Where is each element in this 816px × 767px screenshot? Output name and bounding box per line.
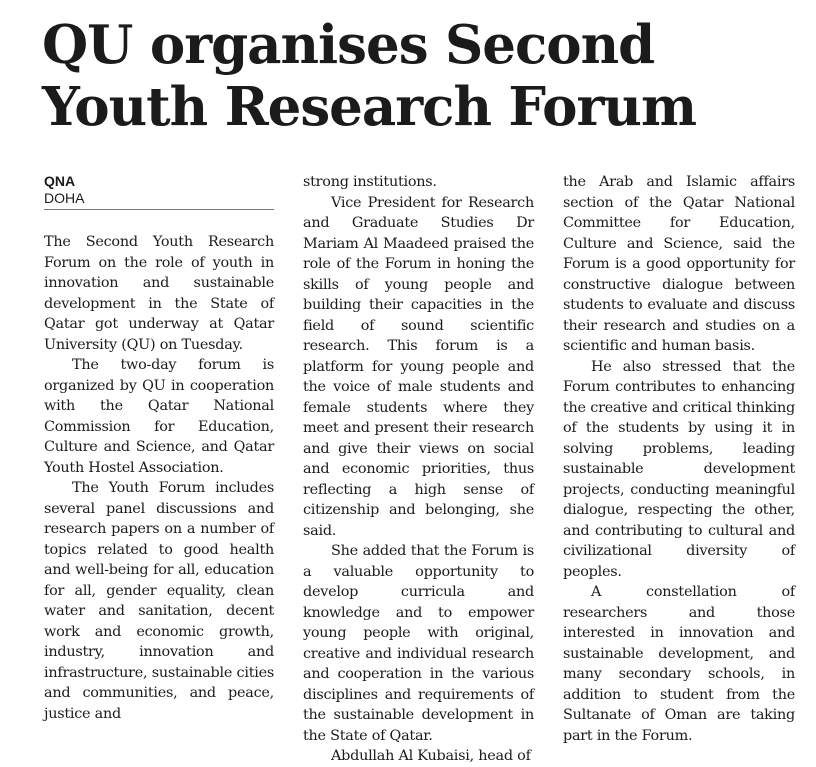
- article-column-2: [303, 172, 534, 767]
- byline-agency: QNA: [44, 173, 76, 189]
- headline-line-2: Youth Research Forum: [42, 76, 697, 138]
- paragraph: A constellation of researchers and those interested in innovation and sustainable development, and many secondary schools, in addition to student from the Sultanate of Oman are taking part in the Forum.: [563, 584, 795, 744]
- paragraph: The Youth Forum includes several panel discussions and research papers on a number of topics related to good health and well-being for all, education for all, gender equality, clean water and sanitation, decent work and economic growth, industry, innovation and infrastructure, sustainable cities and communities, and peace, justice and: [44, 480, 274, 722]
- paragraph: strong institutions.: [303, 174, 437, 190]
- byline-place: DOHA: [44, 190, 85, 206]
- paragraph: She added that the Forum is a valuable opportunity to develop curricula and knowledge and to empower young people with original, creative and individual research and cooperation in the various disciplines and requirements of the sustainable development in the State of Qatar.: [303, 543, 534, 744]
- article-column-3: [563, 172, 795, 746]
- paragraph: The Second Youth Research Forum on the role of youth in innovation and sustainable development in the State of Qatar got underway at Qatar University (QU) on Tuesday.: [44, 234, 274, 353]
- headline: [42, 14, 802, 138]
- byline-divider: [44, 209, 274, 210]
- paragraph: Vice President for Research and Graduate Studies Dr Mariam Al Maadeed praised the role of the Forum in honing the skills of young people and building their capacities in the field of sound scientific research. This forum is a platform for young people and the voice of male students and female students where they meet and present their research and give their views on social and economic priorities, thus reflecting a high sense of citizenship and belonging, she said.: [303, 194, 534, 539]
- article-column-1: [44, 232, 274, 724]
- paragraph: The two-day forum is organized by QU in cooperation with the Qatar National Commission for Education, Culture and Science, and Qatar Youth Hostel Association.: [44, 357, 274, 476]
- headline-line-1: QU organises Second: [42, 14, 655, 76]
- paragraph: the Arab and Islamic affairs section of the Qatar National Committee for Education, Culture and Science, said the Forum is a good opportunity for constructive dialogue between students to evaluate and discuss their research and studies on a scientific and human basis.: [563, 174, 795, 354]
- paragraph: Abdullah Al Kubaisi, head of: [331, 748, 531, 764]
- byline: [44, 173, 274, 210]
- paragraph: He also stressed that the Forum contributes to enhancing the creative and critical thinking of the students by using it in solving problems, leading sustainable development projects, conducting meaningful dialogue, respecting the other, and contributing to cultural and civilizational diversity of peoples.: [563, 358, 795, 580]
